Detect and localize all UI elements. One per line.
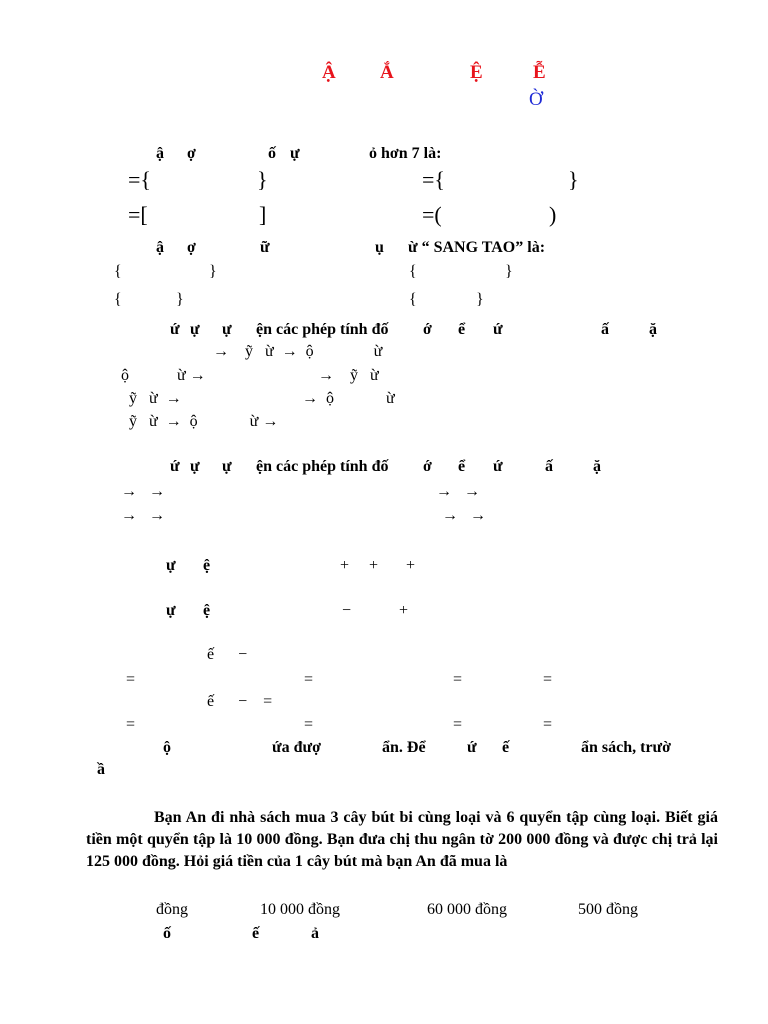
q3-option-b-left: ộ ừ →: [121, 367, 206, 384]
q4-option-d: → →: [442, 507, 486, 524]
q10-problem-text: [86, 807, 718, 873]
q2-fragment: ữ: [260, 239, 270, 256]
q4-fragment: ể: [458, 458, 466, 475]
q8-option-a: =: [126, 716, 136, 733]
q2-option-a-close: }: [209, 263, 217, 280]
q2-fragment: ừ “ SANG TAO” là:: [408, 239, 546, 256]
q2-option-b-open: {: [409, 263, 417, 280]
q2-option-c-open: {: [114, 291, 122, 308]
title-char: Ễ: [533, 62, 546, 83]
title-char: Ậ: [322, 62, 336, 83]
q4-fragment: ự: [222, 458, 232, 475]
q1-fragment: ỏ hơn 7 là:: [369, 145, 442, 162]
q1-fragment: ợ: [187, 145, 196, 162]
q7-option-b: =: [304, 671, 314, 688]
q7-option-a: =: [126, 671, 136, 688]
q3-fragment: ặ: [649, 321, 657, 338]
q3-fragment: ấ: [601, 321, 609, 338]
q10-option-b: 10 000 đồng: [260, 901, 340, 918]
q1-option-a-close: }: [257, 167, 268, 192]
q4-fragment: ự: [190, 458, 200, 475]
q3-option-d: ỹ ừ → ộ ừ →: [129, 413, 279, 430]
q3-option-a: → ỹ ừ → ộ ừ: [213, 343, 383, 360]
q7-expression: ế −: [207, 646, 248, 663]
q6-fragment: ệ: [203, 602, 211, 619]
q3-fragment: ứ: [170, 321, 180, 338]
q9-fragment: ộ: [163, 739, 171, 756]
q10-option-c: 60 000 đồng: [427, 901, 507, 918]
q2-option-c-close: }: [176, 291, 184, 308]
q2-option-d-open: {: [409, 291, 417, 308]
q10-footer-fragment: ả: [311, 925, 319, 942]
q1-option-b-open: ={: [422, 167, 445, 192]
q1-option-b-close: }: [568, 167, 579, 192]
q1-fragment: ự: [290, 145, 300, 162]
subtitle-char: Ờ: [529, 89, 543, 110]
q3-fragment: ện các phép tính đố: [256, 321, 389, 338]
q6-fragment: ự: [166, 602, 176, 619]
q4-fragment: ện các phép tính đố: [256, 458, 389, 475]
q1-option-c-close: ]: [259, 202, 267, 227]
q3-option-b-right: → ỹ ừ: [318, 367, 379, 384]
q10-footer-fragment: ế: [252, 925, 260, 942]
q4-option-b: → →: [436, 483, 480, 500]
q9-fragment: ầ: [97, 761, 105, 778]
q1-option-a-open: ={: [128, 167, 151, 192]
title-char: Ắ: [380, 62, 394, 83]
q9-fragment: ứa đượ: [272, 739, 321, 756]
q8-option-d: =: [543, 716, 553, 733]
title-char: Ệ: [470, 62, 483, 83]
q6-operators: − +: [342, 602, 409, 619]
q2-option-b-close: }: [505, 263, 513, 280]
q5-fragment: ệ: [203, 557, 211, 574]
q4-fragment: ấ: [545, 458, 553, 475]
q3-option-c-left: ỹ ừ →: [129, 390, 182, 407]
q8-option-c: =: [453, 716, 463, 733]
q2-fragment: ậ: [156, 239, 164, 256]
q1-option-c-open: =[: [128, 202, 148, 227]
q2-fragment: ợ: [187, 239, 196, 256]
q3-fragment: ự: [222, 321, 232, 338]
q9-fragment: ứ: [467, 739, 477, 756]
q10-footer-fragment: ố: [163, 925, 171, 942]
q7-option-d: =: [543, 671, 553, 688]
q5-fragment: ự: [166, 557, 176, 574]
q5-operators: + + +: [340, 557, 416, 574]
q4-option-c: → →: [121, 507, 165, 524]
q9-fragment: ẩn. Để: [382, 739, 426, 756]
q10-option-d: 500 đồng: [578, 901, 638, 918]
q2-option-a-open: {: [114, 263, 122, 280]
q9-fragment: ẩn sách, trườ: [581, 739, 672, 756]
q3-fragment: ứ: [493, 321, 503, 338]
q9-fragment: ế: [502, 739, 510, 756]
q1-option-d-close: ): [549, 202, 557, 227]
q4-option-a: → →: [121, 483, 165, 500]
q4-fragment: ứ: [493, 458, 503, 475]
q4-fragment: ặ: [593, 458, 601, 475]
q3-fragment: ự: [190, 321, 200, 338]
q2-option-d-close: }: [476, 291, 484, 308]
q4-fragment: ứ: [170, 458, 180, 475]
q7-option-c: =: [453, 671, 463, 688]
q8-expression: ế − =: [207, 693, 273, 710]
q8-option-b: =: [304, 716, 314, 733]
q1-option-d-open: =(: [422, 202, 442, 227]
q1-fragment: ậ: [156, 145, 164, 162]
q2-fragment: ụ: [375, 239, 384, 256]
q3-fragment: ể: [458, 321, 466, 338]
q10-problem-body: Bạn An đi nhà sách mua 3 cây bút bi cùng loại và 6 quyển tập cùng loại. Biết giá tiền một quyển tập là 10 000 đồng. Bạn đưa chị thu ngân tờ 200 000 đồng và được chị trả lại 125 000 đồng. Hỏi giá tiền của 1 cây bút mà bạn An đã mua là: [86, 809, 718, 870]
q3-option-c-right: → ộ ừ: [302, 390, 395, 407]
q1-fragment: ố: [268, 145, 276, 162]
q4-fragment: ớ: [423, 458, 432, 475]
q3-fragment: ớ: [423, 321, 432, 338]
q10-option-a: đồng: [156, 901, 188, 918]
